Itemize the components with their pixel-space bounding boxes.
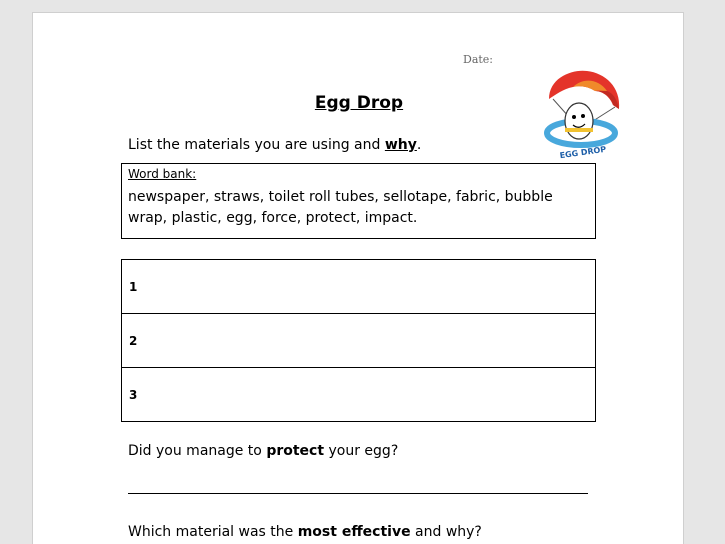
row-number: 2 [122, 314, 596, 368]
document-page [32, 12, 684, 544]
instruction-text: List the materials you are using and why. [128, 137, 422, 153]
word-bank-label: Word bank: [128, 167, 197, 181]
answer-line [128, 493, 588, 494]
row-number: 1 [122, 260, 596, 314]
materials-table [121, 259, 596, 422]
egg-drop-logo-icon [543, 65, 625, 161]
table-row [122, 314, 596, 368]
row-number: 3 [122, 368, 596, 422]
table-row [122, 368, 596, 422]
logo-text: EGG DROP [559, 144, 607, 161]
page-title: Egg Drop [314, 93, 404, 113]
question-protect: Did you manage to protect your egg? [128, 443, 399, 459]
word-bank-words: newspaper, straws, toilet roll tubes, sellotape, fabric, bubble wrap, plastic, egg, force, protect, impact. [128, 189, 553, 226]
word-bank-box [121, 163, 596, 239]
date-label: Date: [463, 53, 494, 66]
question-most-effective: Which material was the most effective and why? [128, 524, 482, 540]
table-row [122, 260, 596, 314]
